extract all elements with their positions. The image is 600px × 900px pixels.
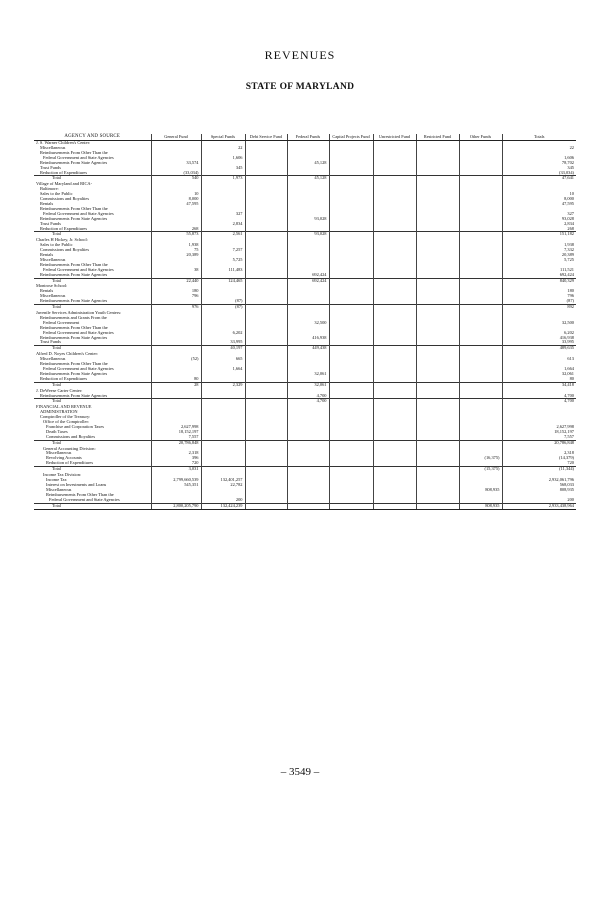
row-label: J. S. Warner Children's Center:	[36, 140, 91, 146]
row-label: Reimbursements From State Agencies	[40, 393, 108, 398]
table-cell: 2,834	[201, 222, 245, 227]
row-label: Reimbursements From State Agencies	[40, 299, 108, 304]
table-cell: 200	[201, 498, 245, 503]
table-cell: 47,595	[502, 202, 576, 207]
row-label: Miscellaneous	[46, 487, 72, 492]
row-label: Reimbursements From Other Than the	[40, 150, 108, 155]
row-label: Miscellaneous	[46, 451, 72, 456]
row-label: Reimbursements From Other Than the	[40, 325, 108, 330]
table-cell: 32,500	[502, 321, 576, 326]
table-cell: 2,318	[151, 451, 201, 456]
table-cell	[416, 503, 459, 510]
table-cell: 4,700	[287, 399, 329, 405]
column-header: Unrestricted Fund	[373, 134, 416, 141]
table-cell: 808,935	[459, 488, 502, 493]
column-header: AGENCY AND SOURCE	[34, 134, 151, 141]
table-cell: 180	[151, 289, 201, 294]
table-cell: 808,935	[459, 503, 502, 510]
page-subtitle: STATE OF MARYLAND	[245, 82, 355, 92]
table-cell: (33,034)	[151, 171, 201, 176]
table-cell: 268	[151, 227, 201, 232]
table-cell: 22,440	[151, 278, 201, 284]
table-cell: 80	[502, 377, 576, 382]
row-label: Village of Maryland and RICA-	[36, 182, 93, 187]
table-cell: 327	[502, 212, 576, 217]
table-cell: (14,379)	[502, 456, 576, 461]
table-cell: 1,664	[502, 367, 576, 372]
table-cell: 7,332	[502, 248, 576, 253]
table-cell: 8,000	[151, 197, 201, 202]
table-cell: 2,834	[502, 222, 576, 227]
row-label: Federal Government and State Agencies	[43, 366, 114, 371]
table-cell: 449,438	[287, 346, 329, 352]
row-label: Trust Funds	[40, 165, 61, 170]
row-label: General Accounting Division:	[43, 446, 96, 451]
row-label: Rentals	[40, 201, 54, 206]
table-cell: 2,561	[201, 232, 245, 238]
table-cell: 416,938	[287, 336, 329, 341]
table-cell: 7,257	[201, 248, 245, 253]
row-label: Commissions and Royalties	[40, 197, 90, 202]
row-label: Reimbursements and Grants From the	[40, 315, 107, 320]
table-cell: (33,034)	[502, 171, 576, 176]
row-label: FINANCIAL AND REVENUE	[36, 405, 92, 410]
table-cell: 3,031	[151, 467, 201, 473]
table-cell: 489,635	[502, 346, 576, 352]
column-header: Totals	[502, 134, 576, 141]
table-cell: 18,152,197	[151, 430, 201, 435]
table-cell: 93,028	[287, 217, 329, 222]
table-cell: 613	[502, 357, 576, 362]
table-cell: 2,318	[502, 451, 576, 456]
table-cell: 2,799,660,539	[151, 478, 201, 483]
page-title: REVENUES	[264, 48, 336, 62]
table-cell: 32,061	[502, 372, 576, 377]
table-cell: 33,995	[201, 340, 245, 345]
row-label: Montrose School:	[36, 284, 68, 289]
table-cell: (52)	[151, 357, 201, 362]
table-cell: (87)	[201, 299, 245, 304]
table-cell: 976	[151, 305, 201, 311]
row-label: Miscellaneous	[40, 146, 66, 150]
table-cell: 20,786,848	[502, 440, 576, 446]
table-cell: 568,033	[502, 483, 576, 488]
row-label: Alfred D. Noyes Children's Center:	[36, 352, 99, 357]
row-label: Reimbursements From State Agencies	[40, 160, 108, 165]
row-label: Federal Government	[43, 320, 80, 325]
table-cell: 10	[151, 192, 201, 197]
row-label: Death Taxes	[46, 429, 68, 434]
table-cell: 33,574	[151, 161, 201, 166]
column-header: Special Funds	[201, 134, 245, 141]
row-label: ADMINISTRATION	[40, 410, 78, 415]
row-label: Federal Government and State Agencies	[43, 267, 114, 272]
table-cell: 1,938	[502, 243, 576, 248]
table-cell: 20,786,848	[151, 440, 201, 446]
table-cell: 1,606	[201, 156, 245, 161]
table-cell: 7,557	[502, 435, 576, 440]
row-label: Total	[34, 440, 151, 446]
table-cell: 78,702	[502, 161, 576, 166]
table-cell: 2,933,438,964	[502, 503, 576, 510]
table-cell: 540	[151, 176, 201, 182]
row-label: Total	[34, 382, 151, 388]
row-label: Rentals	[40, 253, 54, 258]
row-label: Reimbursements From State Agencies	[40, 335, 108, 340]
table-cell: 28	[151, 382, 201, 388]
table-cell: 692,424	[287, 273, 329, 278]
row-label: Charles H Hickey, Jr. School:	[36, 238, 88, 243]
table-cell: 22	[201, 146, 245, 151]
table-cell: 32,500	[287, 321, 329, 326]
row-label: Miscellaneous	[40, 357, 66, 362]
revenue-table-container	[34, 134, 576, 510]
row-label: Interest on Investments and Loans	[46, 482, 107, 487]
column-header: General Fund	[151, 134, 201, 141]
table-cell: 2,329	[201, 382, 245, 388]
row-label: Total	[34, 305, 151, 311]
table-cell: 720	[151, 461, 201, 466]
row-label: Commissions and Royalties	[46, 434, 96, 439]
table-cell: 47,595	[151, 202, 201, 207]
table-cell: 1,664	[201, 367, 245, 372]
table-cell: 33,995	[502, 340, 576, 345]
row-label: Reimbursements From State Agencies	[40, 272, 108, 277]
table-cell: 111,483	[201, 268, 245, 273]
table-cell: 38	[151, 268, 201, 273]
table-cell: 32,061	[287, 382, 329, 388]
row-label: Reduction of Expenditures	[40, 226, 88, 231]
table-cell	[329, 503, 373, 510]
table-cell: 1,606	[502, 156, 576, 161]
table-cell: 4,700	[502, 399, 576, 405]
table-cell: 45,128	[287, 161, 329, 166]
column-header: Federal Funds	[287, 134, 329, 141]
table-cell: 111,521	[502, 268, 576, 273]
table-cell: 8,000	[502, 197, 576, 202]
table-cell: 47,641	[502, 176, 576, 182]
page-number: – 3549 –	[280, 766, 320, 778]
row-label: Reimbursements From Other Than the	[40, 262, 108, 267]
table-cell: 45,128	[287, 176, 329, 182]
table-cell: 5,725	[201, 258, 245, 263]
row-label: Comptroller of the Treasury:	[40, 415, 91, 420]
table-body	[34, 141, 576, 510]
table-cell: 665	[201, 357, 245, 362]
row-label: Total	[34, 346, 151, 352]
table-cell: 6,202	[201, 331, 245, 336]
table-cell: 692,424	[287, 278, 329, 284]
table-cell: 4,700	[502, 394, 576, 399]
row-label: Total	[34, 503, 151, 510]
table-cell: 151,182	[502, 232, 576, 238]
table-cell: 345	[201, 166, 245, 171]
table-cell: (87)	[502, 299, 576, 304]
row-label: Miscellaneous	[40, 294, 66, 299]
row-label: Reduction of Expenditures	[40, 170, 88, 175]
row-label: J. DeWeese Carter Center:	[36, 388, 83, 393]
table-cell: 93,028	[502, 217, 576, 222]
table-cell: (87)	[201, 305, 245, 311]
row-label: Revolving Accounts	[46, 456, 82, 461]
table-cell: 692,424	[502, 273, 576, 278]
table-cell: 55,873	[151, 232, 201, 238]
row-label: Reimbursements From Other Than the	[40, 362, 108, 367]
table-cell: 124,465	[201, 278, 245, 284]
table-cell: 93,028	[287, 232, 329, 238]
table-cell: (16,375)	[459, 456, 502, 461]
table-cell: 5,725	[502, 258, 576, 263]
table-cell: 796	[151, 294, 201, 299]
row-label: Total	[34, 278, 151, 284]
row-label: Juvenile Services Administration Youth Centers:	[36, 311, 122, 315]
row-label: Reduction of Expenditures	[40, 376, 88, 381]
table-cell	[373, 503, 416, 510]
table-cell: 796	[502, 294, 576, 299]
row-label: Sales to the Public	[40, 243, 73, 248]
table-cell: 2,932,061,796	[502, 478, 576, 483]
table-cell: 416,938	[502, 336, 576, 341]
table-cell: 2,627,998	[151, 425, 201, 430]
table-cell: 892	[502, 305, 576, 311]
row-label: Rentals	[40, 289, 54, 294]
column-header: Restricted Fund	[416, 134, 459, 141]
table-cell: 1,973	[201, 176, 245, 182]
table-cell: 2,800,205,790	[151, 503, 201, 510]
table-cell: 40,197	[201, 346, 245, 352]
table-cell: 6,202	[502, 331, 576, 336]
table-cell: 180	[502, 289, 576, 294]
table-cell: 22	[502, 146, 576, 151]
row-label: Office of the Comptroller:	[43, 420, 90, 425]
table-cell: 75	[151, 248, 201, 253]
table-cell: 32,061	[287, 372, 329, 377]
table-cell: 396	[151, 456, 201, 461]
row-label: Franchise and Corporation Taxes	[46, 424, 105, 429]
row-label: Baltimore:	[40, 187, 59, 192]
table-cell: 808,935	[502, 488, 576, 493]
row-label: Miscellaneous	[40, 257, 66, 262]
row-label: Trust Funds	[40, 221, 61, 226]
total-row	[34, 503, 576, 510]
row-label: Federal Government and State Agencies	[43, 330, 114, 335]
row-label: Total	[34, 399, 151, 405]
table-cell: 80	[151, 377, 201, 382]
row-label: Trust Funds	[40, 340, 61, 345]
table-cell: (15,375)	[459, 467, 502, 473]
row-label: Federal Government and State Agencies	[43, 211, 114, 216]
table-cell: 840,329	[502, 278, 576, 284]
row-label: Total	[34, 176, 151, 182]
table-cell: (11,344)	[502, 467, 576, 473]
row-label: Reimbursements From State Agencies	[40, 371, 108, 376]
table-cell: 4,700	[287, 394, 329, 399]
table-cell: 18,152,197	[502, 430, 576, 435]
table-cell: 7,557	[151, 435, 201, 440]
table-cell: 268	[502, 227, 576, 232]
row-label: Income Tax Division:	[43, 473, 82, 478]
row-label: Reduction of Expenditures	[46, 461, 94, 466]
table-cell: 34,418	[502, 382, 576, 388]
row-label: Federal Government and State Agencies	[49, 497, 120, 502]
table-cell: 545,351	[151, 483, 201, 488]
row-label: Sales to the Public	[40, 192, 73, 197]
table-cell: 20,389	[502, 253, 576, 258]
table-cell: 132,424,239	[201, 503, 245, 510]
table-header-row	[34, 134, 576, 141]
row-label: Total	[34, 467, 151, 473]
table-cell: 20,389	[151, 253, 201, 258]
table-cell: 132,401,257	[201, 478, 245, 483]
column-header: Other Funds	[459, 134, 502, 141]
table-cell	[245, 503, 287, 510]
row-label: Federal Government and State Agencies	[43, 155, 114, 160]
table-cell: 720	[502, 461, 576, 466]
column-header: Debt Service Fund	[245, 134, 287, 141]
row-label: Reimbursements From Other Than the	[46, 492, 114, 497]
table-cell: 345	[502, 166, 576, 171]
table-cell: 200	[502, 498, 576, 503]
table-cell: 327	[201, 212, 245, 217]
column-header: Capital Projects Fund	[329, 134, 373, 141]
row-label: Income Tax	[46, 478, 67, 482]
table-cell: 1,938	[151, 243, 201, 248]
row-label: Reimbursements From State Agencies	[40, 216, 108, 221]
table-cell: 10	[502, 192, 576, 197]
table-cell: 22,782	[201, 483, 245, 488]
table-cell: 2,627,998	[502, 425, 576, 430]
revenue-table	[34, 134, 576, 510]
table-cell	[287, 503, 329, 510]
row-label: Total	[34, 232, 151, 238]
row-label: Commissions and Royalties	[40, 248, 90, 253]
row-label: Reimbursements From Other Than the	[40, 206, 108, 211]
